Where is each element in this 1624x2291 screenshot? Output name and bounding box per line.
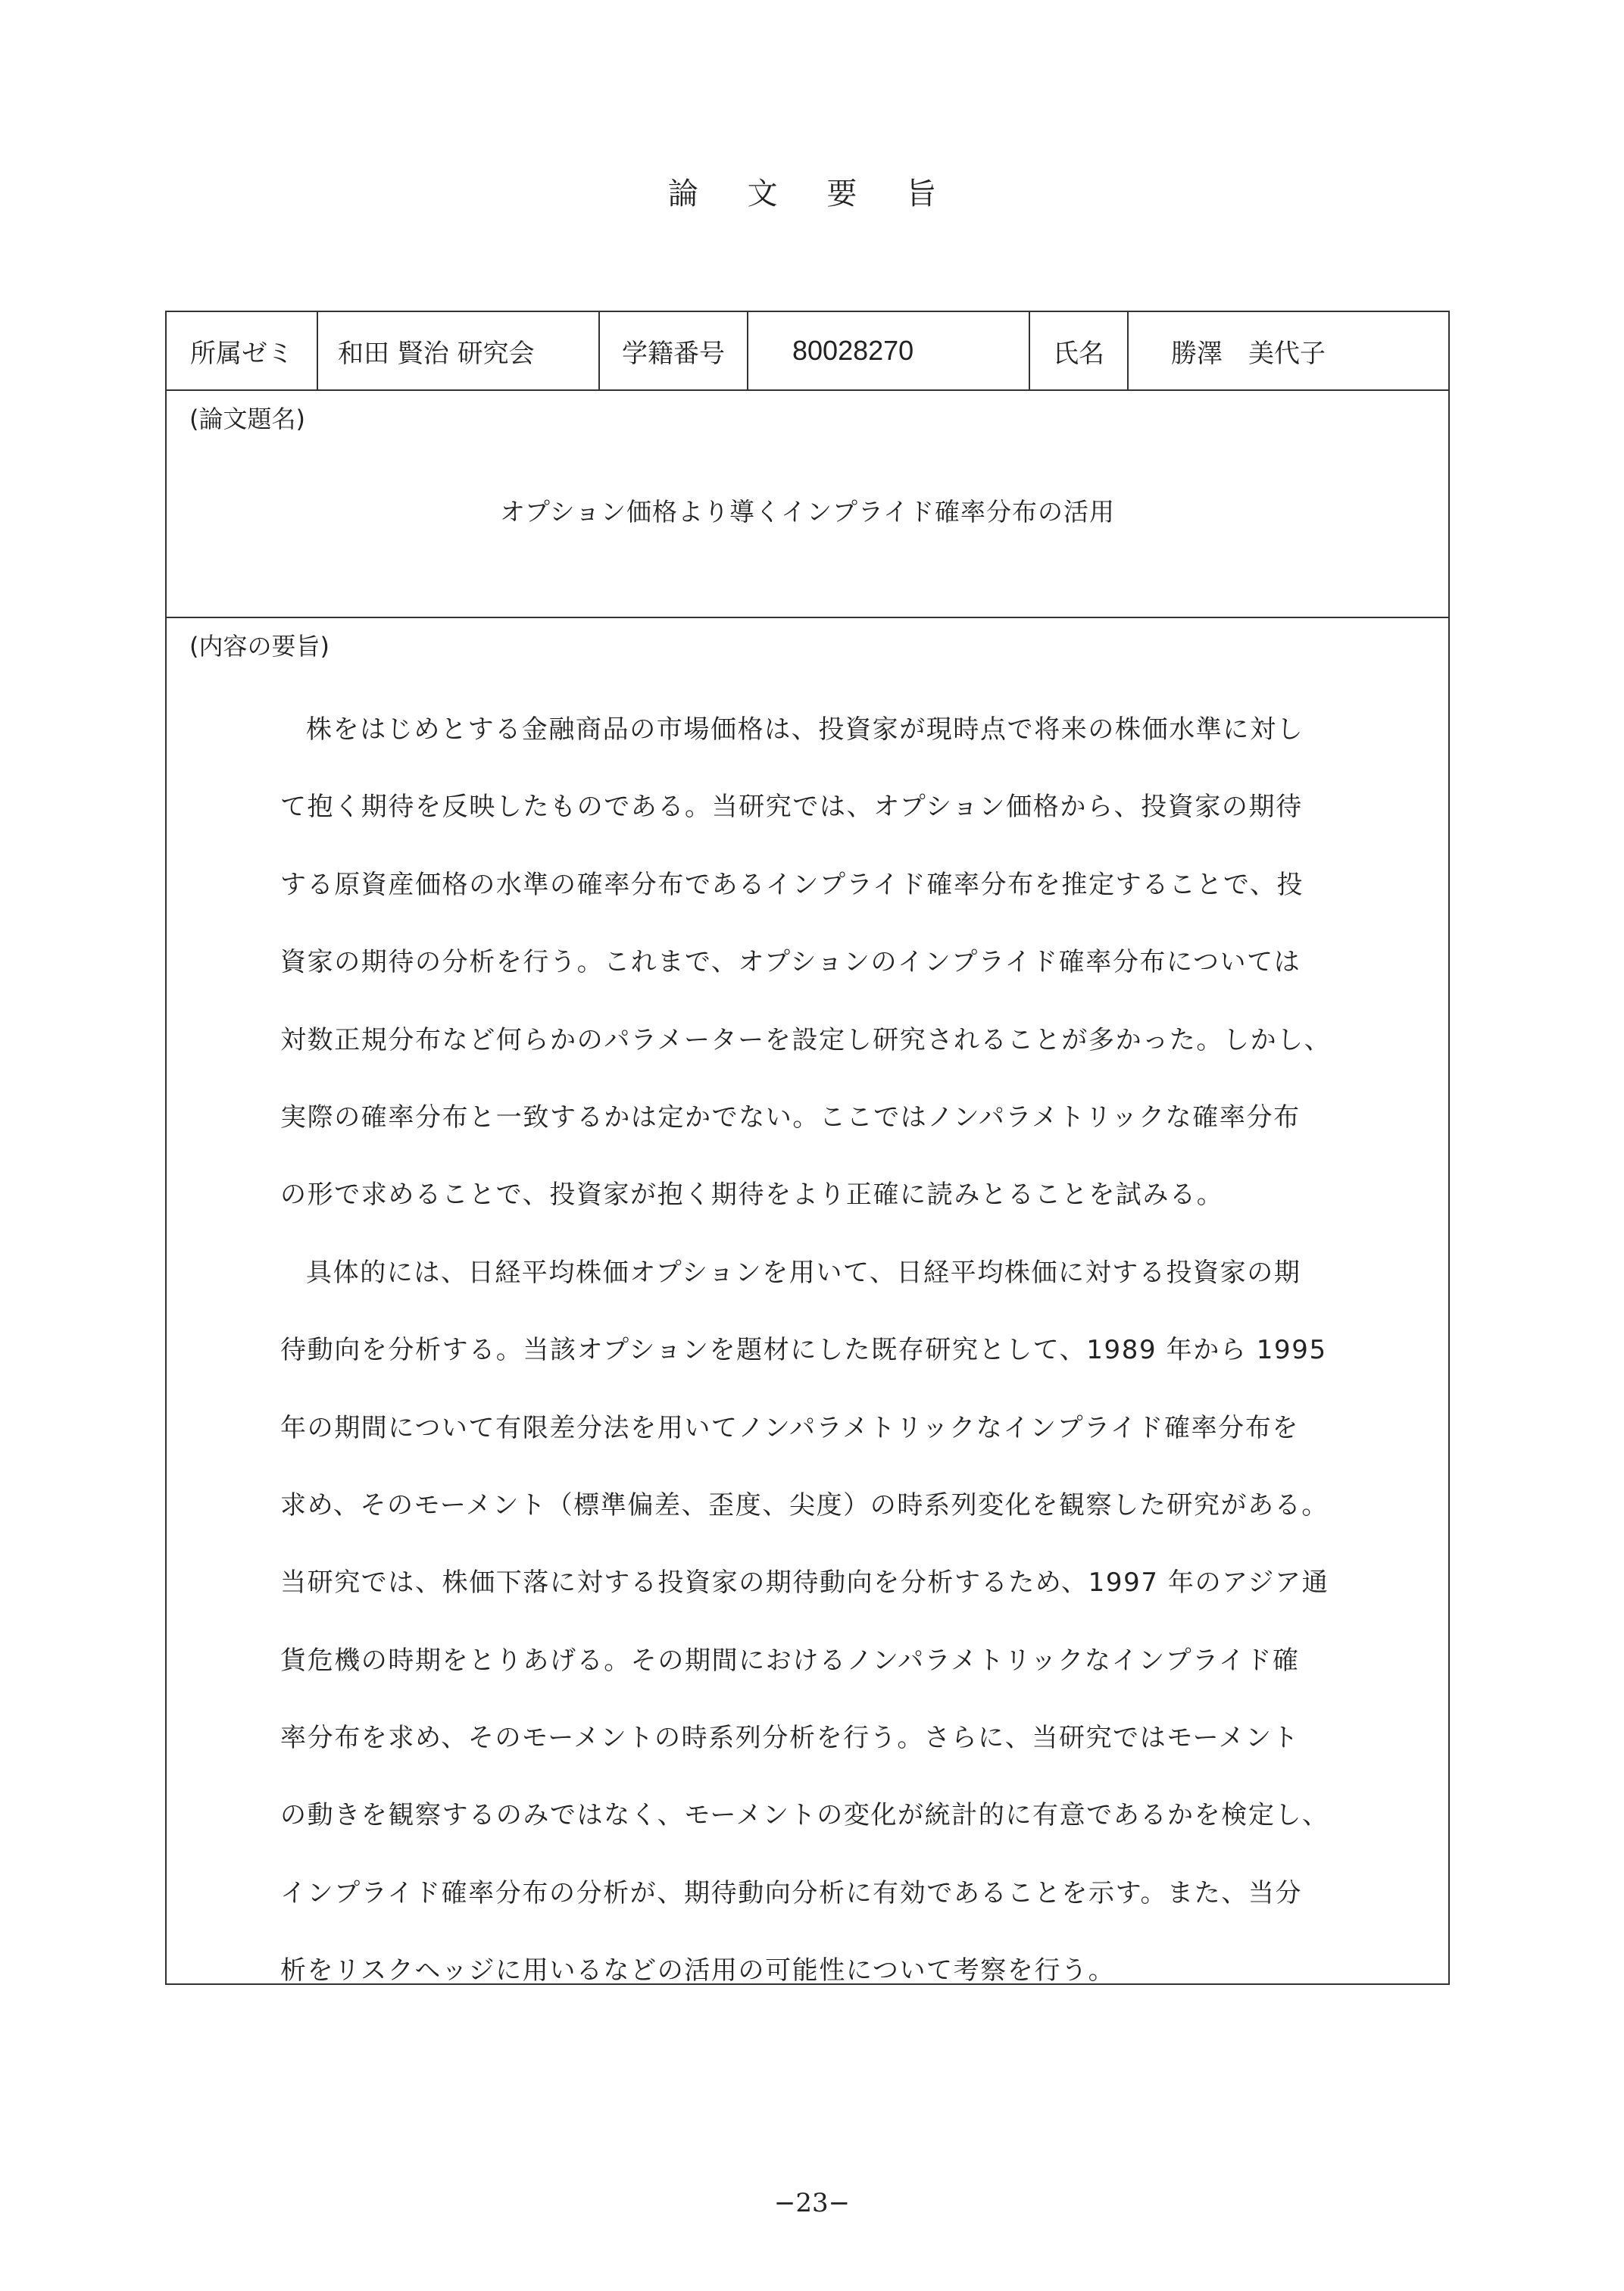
abstract-form xyxy=(165,311,1450,1985)
summary-line: 当研究では、株価下落に対する投資家の期待動向を分析するため、1997 年のアジア通 xyxy=(280,1567,1329,1599)
thesis-title-section xyxy=(167,391,1448,618)
page-number: −23− xyxy=(773,2188,851,2218)
summary-line: 実際の確率分布と一致するかは定かでない。ここではノンパラメトリックな確率分布 xyxy=(280,1102,1301,1133)
summary-line: 対数正規分布など何らかのパラメーターを設定し研究されることが多かった。しかし、 xyxy=(280,1024,1332,1055)
summary-line: 貨危機の時期をとりあげる。その期間におけるノンパラメトリックなインプライド確 xyxy=(280,1645,1300,1676)
summary-line: 資家の期待の分析を行う。これまで、オプションのインプライド確率分布については xyxy=(280,947,1301,978)
name-value: 勝澤 美代子 xyxy=(1171,338,1326,369)
summary-line: の動きを観察するのみではなく、モーメントの変化が統計的に有意であるかを検定し、 xyxy=(280,1800,1329,1831)
student-id-label: 学籍番号 xyxy=(600,312,748,389)
summary-line: 析をリスクヘッジに用いるなどの活用の可能性について考察を行う。 xyxy=(280,1955,1116,1986)
summary-line: する原資産価格の水準の確率分布であるインプライド確率分布を推定することで、投 xyxy=(280,869,1304,900)
student-info-row xyxy=(167,312,1448,391)
summary-line: 年の期間について有限差分法を用いてノンパラメトリックなインプライド確率分布を xyxy=(280,1412,1299,1443)
summary-line: 具体的には、日経平均株価オプションを用いて、日経平均株価に対する投資家の期 xyxy=(306,1257,1301,1288)
name-label: 氏名 xyxy=(1030,312,1129,389)
student-id-value: 80028270 xyxy=(748,312,1030,389)
summary-line: 求め、そのモーメント（標準偏差、歪度、尖度）の時系列変化を観察した研究がある。 xyxy=(280,1489,1329,1521)
summary-line: 待動向を分析する。当該オプションを題材にした既存研究として、1989 年から 1995 xyxy=(280,1335,1327,1366)
summary-section xyxy=(167,618,1448,1986)
summary-line: の形で求めることで、投資家が抱く期待をより正確に読みとることを試みる。 xyxy=(280,1180,1224,1211)
thesis-title: オプション価格より導くインプライド確率分布の活用 xyxy=(499,497,1116,527)
summary-label: (内容の要旨) xyxy=(189,632,329,661)
document-title: 論 文 要 旨 xyxy=(667,177,957,211)
thesis-title-label: (論文題名) xyxy=(189,405,305,433)
summary-line: 株をはじめとする金融商品の市場価格は、投資家が現時点で将来の株価水準に対し xyxy=(306,714,1304,745)
seminar-value: 和田 賢治 研究会 xyxy=(318,312,600,389)
seminar-label: 所属ゼミ xyxy=(167,312,318,389)
summary-body xyxy=(280,691,1338,2010)
summary-line: て抱く期待を反映したものである。当研究では、オプション価格から、投資家の期待 xyxy=(280,792,1303,823)
summary-line: 率分布を求め、そのモーメントの時系列分析を行う。さらに、当研究ではモーメント xyxy=(280,1723,1300,1754)
summary-line: インプライド確率分布の分析が、期待動向分析に有効であることを示す。また、当分 xyxy=(280,1877,1303,1908)
